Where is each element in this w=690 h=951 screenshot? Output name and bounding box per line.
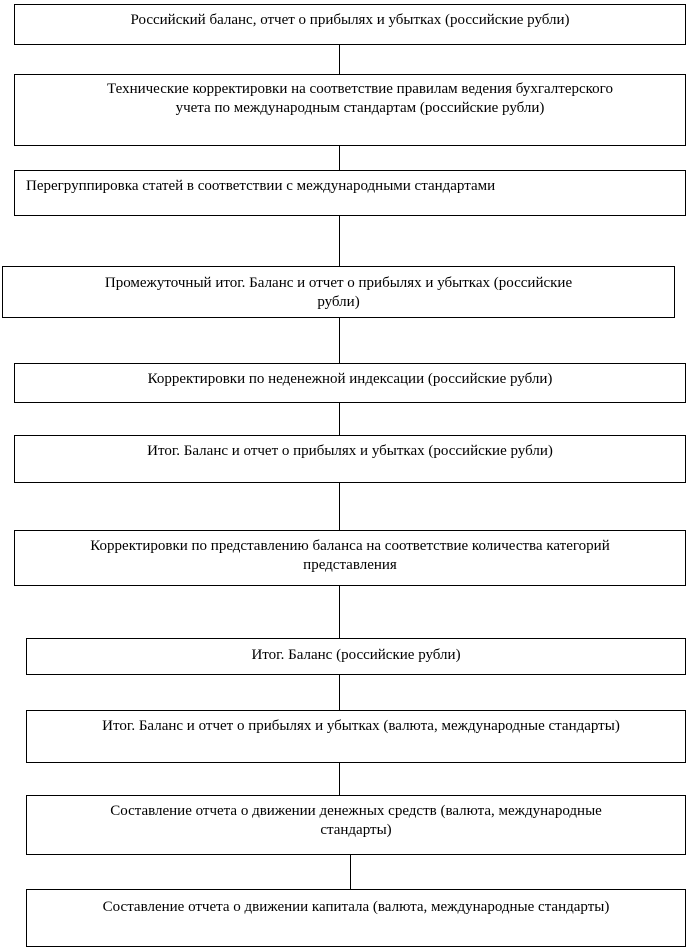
flow-step-4-label: Промежуточный итог. Баланс и отчет о прибылях и убытках (российские рубли) xyxy=(104,275,573,310)
flow-step-3-label: Перегруппировка статей в соответствии с международными стандартами xyxy=(26,178,496,194)
flow-step-4 xyxy=(2,266,675,318)
connector-7-8 xyxy=(339,586,340,638)
flow-step-6-label: Итог. Баланс и отчет о прибылях и убытках (российские рубли) xyxy=(147,443,553,459)
flow-step-1-label: Российский баланс, отчет о прибылях и убытках (российские рубли) xyxy=(130,12,570,28)
connector-5-6 xyxy=(339,403,340,435)
flow-step-8 xyxy=(26,638,686,675)
flow-step-5-label: Корректировки по неденежной индексации (российские рубли) xyxy=(147,371,553,387)
flow-step-8-label: Итог. Баланс (российские рубли) xyxy=(251,647,461,663)
flow-step-7 xyxy=(14,530,686,586)
flow-step-5 xyxy=(14,363,686,403)
flow-step-2-label: Технические корректировки на соответствие правилам ведения бухгалтерского учета по международным стандартам (российские рубли) xyxy=(107,81,613,116)
flow-step-10-label: Составление отчета о движении денежных средств (валюта, международные стандарты) xyxy=(110,803,602,838)
flow-step-1 xyxy=(14,4,686,45)
flow-step-3 xyxy=(14,170,686,216)
connector-6-7 xyxy=(339,483,340,530)
flow-step-9 xyxy=(26,710,686,763)
connector-8-9 xyxy=(339,675,340,710)
flow-step-7-label: Корректировки по представлению баланса на соответствие количества категорий представления xyxy=(90,538,610,573)
flow-step-9-label: Итог. Баланс и отчет о прибылях и убытках (валюта, международные стандарты) xyxy=(102,718,620,734)
connector-4-5 xyxy=(339,318,340,363)
flow-step-2 xyxy=(14,74,686,146)
flow-step-10 xyxy=(26,795,686,855)
flow-step-11 xyxy=(26,889,686,947)
connector-1-2 xyxy=(339,45,340,74)
connector-2-3 xyxy=(339,146,340,170)
flow-step-11-label: Составление отчета о движении капитала (валюта, международные стандарты) xyxy=(102,899,610,915)
connector-10-11 xyxy=(350,855,351,889)
connector-9-10 xyxy=(339,763,340,795)
flow-step-6 xyxy=(14,435,686,483)
connector-3-4 xyxy=(339,216,340,266)
